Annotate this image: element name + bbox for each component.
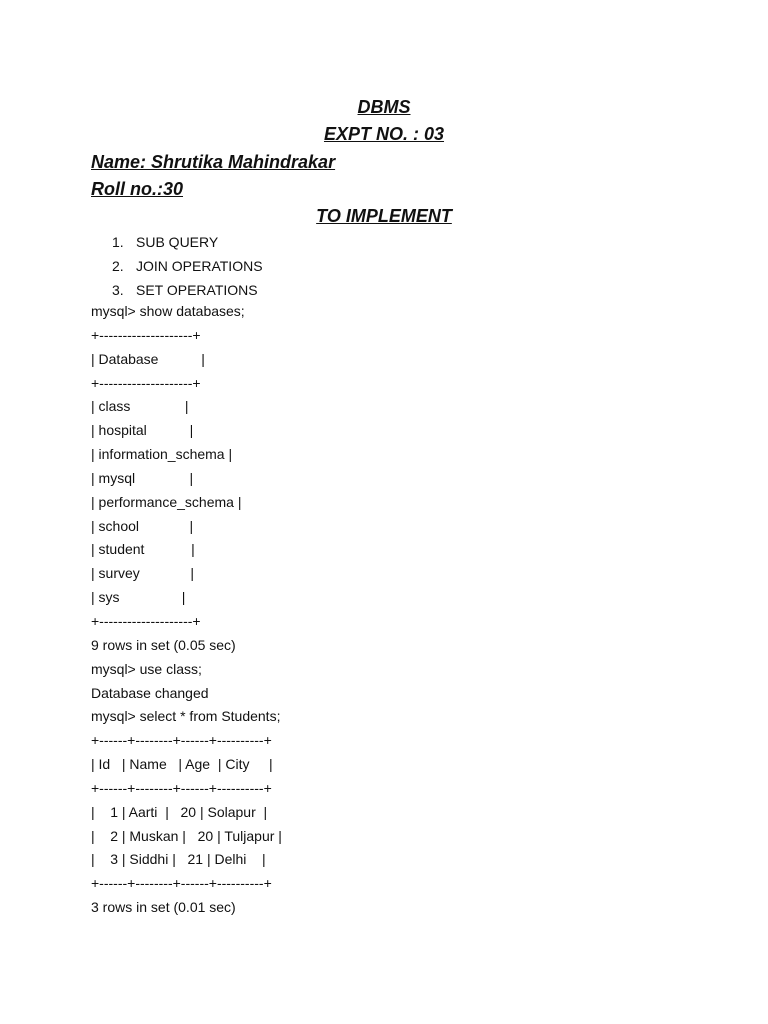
- console-line: mysql> select * from Students;: [91, 708, 281, 725]
- console-line: | 3 | Siddhi | 21 | Delhi |: [91, 851, 266, 868]
- console-line: | Id | Name | Age | City |: [91, 756, 273, 773]
- console-line: +------+--------+------+----------+: [91, 875, 272, 892]
- roll-number: Roll no.:30: [91, 179, 184, 199]
- list-item: [112, 278, 263, 302]
- console-line: | Database |: [91, 350, 205, 367]
- console-line: | class |: [91, 398, 189, 415]
- topic-list: [112, 230, 263, 302]
- subject-title: DBMS: [357, 97, 411, 117]
- console-line: | student |: [91, 541, 195, 558]
- console-line: | 2 | Muskan | 20 | Tuljapur |: [91, 827, 282, 844]
- list-item: [112, 254, 263, 278]
- console-line: mysql> use class;: [91, 660, 202, 677]
- console-line: mysql> show databases;: [91, 303, 245, 319]
- console-line: | 1 | Aarti | 20 | Solapur |: [91, 803, 268, 820]
- console-line: +--------------------+: [91, 374, 201, 391]
- student-name: Name: Shrutika Mahindrakar: [91, 152, 336, 172]
- console-line: | mysql |: [91, 469, 194, 486]
- list-item-number: 2.: [112, 258, 124, 274]
- console-line: +--------------------+: [91, 326, 201, 343]
- console-line: +--------------------+: [91, 612, 201, 629]
- list-item-label: JOIN OPERATIONS: [136, 258, 263, 274]
- console-line: Database changed: [91, 684, 209, 701]
- mysql-console-output: [91, 300, 731, 920]
- console-line: 3 rows in set (0.01 sec): [91, 899, 236, 916]
- console-line: | performance_schema |: [91, 493, 242, 510]
- list-item-label: SET OPERATIONS: [136, 282, 258, 298]
- aim-heading: TO IMPLEMENT: [316, 206, 452, 226]
- console-line: | hospital |: [91, 422, 194, 439]
- list-item-label: SUB QUERY: [136, 234, 219, 250]
- list-item-number: 1.: [112, 234, 124, 250]
- console-line: | survey |: [91, 565, 194, 582]
- console-line: 9 rows in set (0.05 sec): [91, 636, 236, 653]
- console-line: +------+--------+------+----------+: [91, 732, 272, 749]
- list-item: [112, 230, 263, 254]
- experiment-number: EXPT NO. : 03: [323, 124, 445, 144]
- list-item-number: 3.: [112, 282, 124, 298]
- console-line: | school |: [91, 517, 194, 534]
- console-line: | sys |: [91, 589, 186, 606]
- console-line: +------+--------+------+----------+: [91, 779, 272, 796]
- console-line: | information_schema |: [91, 446, 233, 463]
